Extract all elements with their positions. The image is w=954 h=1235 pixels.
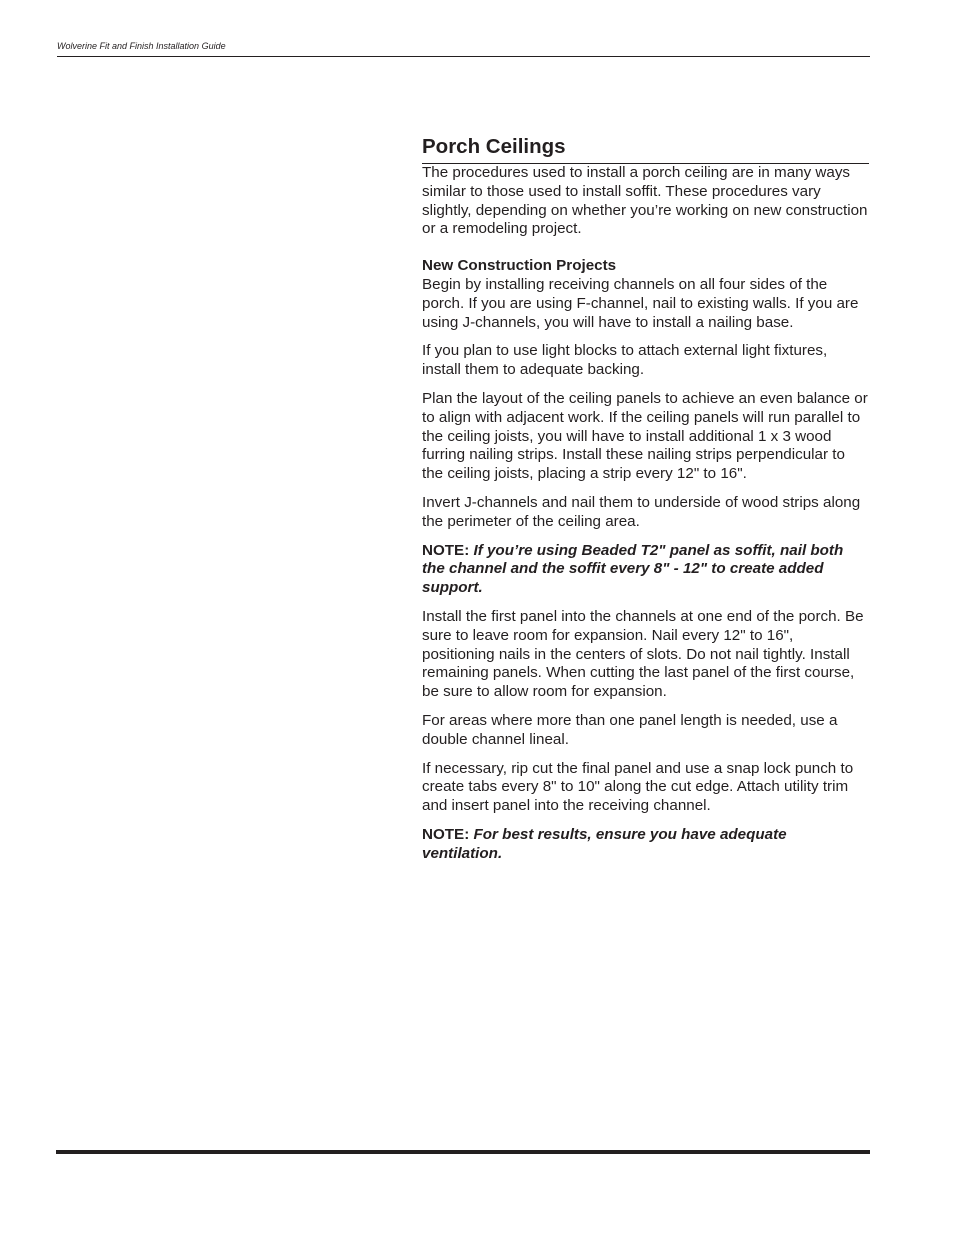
paragraph: Begin by installing receiving channels on all four sides of the porch. If you are using F-channel, nail to existing walls. If you are using J-channels, you will have to install a nailing base.: [422, 275, 859, 331]
note-label: NOTE:: [422, 541, 470, 559]
paragraph: Install the first panel into the channels at one end of the porch. Be sure to leave room for expansion. Nail every 12" to 16", positioning nails in the centers of slots. Do not nail tightly. Install remaining panels. When cutting the last panel of the first course, be sure to allow room for expansion.: [422, 607, 864, 701]
intro-paragraph: The procedures used to install a porch ceiling are in many ways similar to those used to install soffit. These procedures vary slightly, depending on whether you’re working on new construction or a remodeling project.: [422, 164, 868, 238]
paragraph: Invert J-channels and nail them to underside of wood strips along the perimeter of the ceiling area.: [422, 493, 861, 530]
paragraph: Plan the layout of the ceiling panels to achieve an even balance or to align with adjacent work. If the ceiling panels will run parallel to the ceiling joists, you will have to install additional 1 x 3 wood furring nailing strips. Install these nailing strips perpendicular to the ceiling joists, placing a strip every 12" to 16".: [422, 389, 868, 483]
note-beaded-panel: [422, 542, 869, 598]
header-divider: [57, 56, 870, 57]
note-text: For best results, ensure you have adequate ventilation.: [422, 825, 787, 862]
paragraph: For areas where more than one panel length is needed, use a double channel lineal.: [422, 711, 838, 748]
note-ventilation: [422, 826, 869, 864]
footer-divider: [56, 1150, 870, 1154]
running-header: Wolverine Fit and Finish Installation Guide: [57, 41, 226, 51]
paragraph: If necessary, rip cut the final panel and use a snap lock punch to create tabs every 8" to 10" along the cut edge. Attach utility trim and insert panel into the receiving channel.: [422, 759, 854, 815]
main-content: [422, 134, 869, 874]
subheading-new-construction: New Construction Projects: [422, 257, 617, 275]
note-text: If you’re using Beaded T2" panel as soffit, nail both the channel and the soffit every 8" - 12" to create added support.: [422, 541, 844, 597]
note-label: NOTE:: [422, 825, 470, 843]
paragraph: If you plan to use light blocks to attach external light fixtures, install them to adequate backing.: [422, 342, 828, 379]
section-title: Porch Ceilings: [422, 134, 869, 164]
